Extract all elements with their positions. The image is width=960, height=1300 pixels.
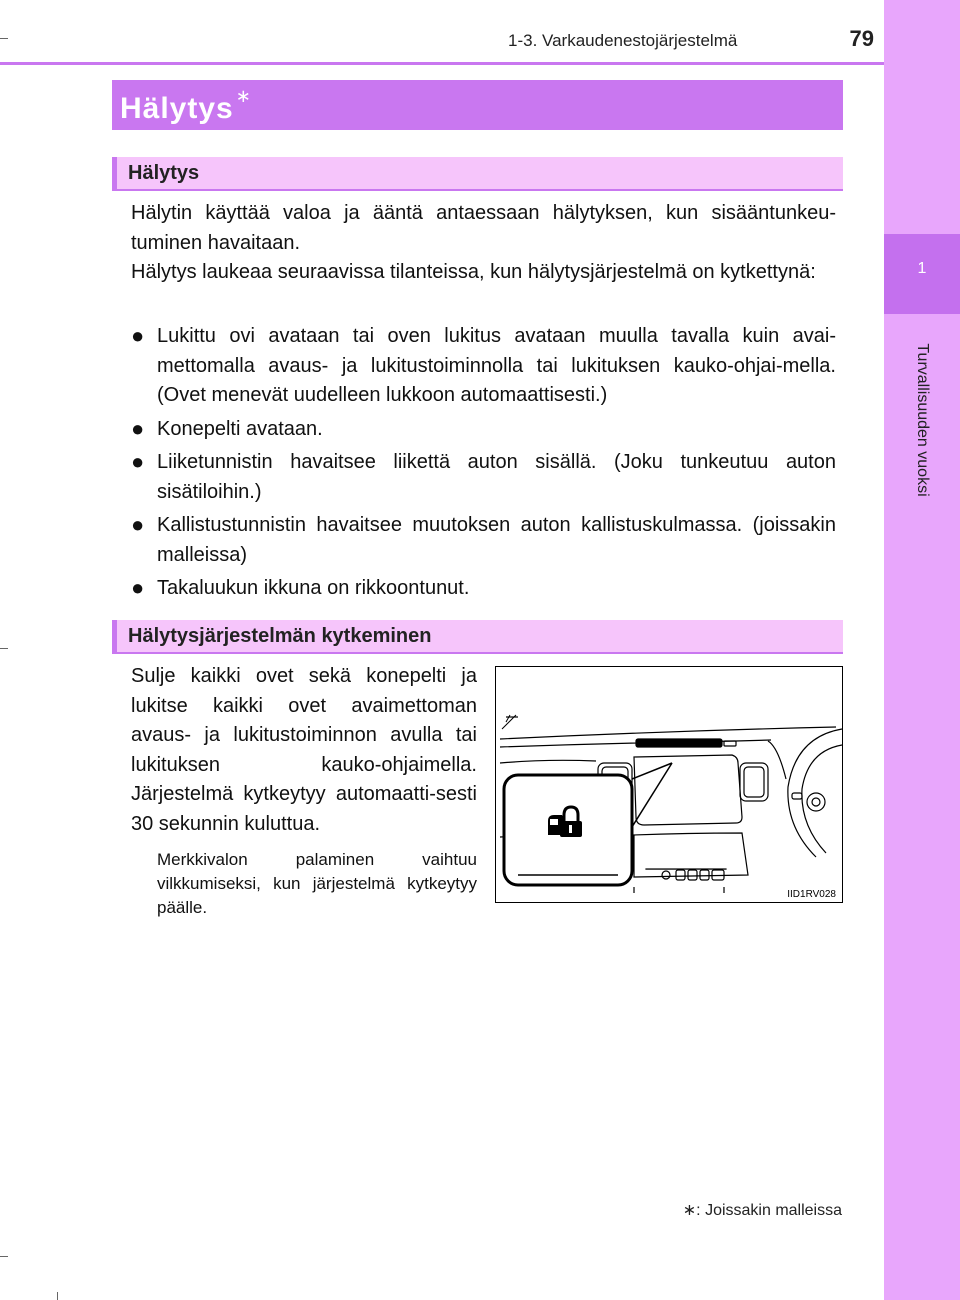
list-item-text: Konepelti avataan.: [157, 417, 323, 440]
page-title-text: Hälytys: [120, 92, 234, 125]
crop-mark: [57, 1292, 58, 1300]
section-title: 1-3. Varkaudenestojärjestelmä: [508, 31, 738, 50]
header-rule: [0, 62, 884, 65]
trigger-list: [131, 322, 836, 608]
crop-mark: [0, 38, 8, 39]
heading-accent: [112, 157, 117, 189]
page-number: 79: [849, 26, 874, 51]
crop-mark: [0, 648, 8, 649]
bullet-icon: ●: [131, 323, 145, 348]
section-heading-arming: [112, 620, 843, 654]
crop-mark: [0, 1256, 8, 1257]
section-heading-text: Hälytysjärjestelmän kytkeminen: [128, 625, 432, 647]
page-title: [120, 86, 252, 126]
list-item-text: Kallistustunnistin havaitsee muutoksen auton kallistuskulmassa. (joissakin malleissa): [157, 514, 836, 566]
page-title-bar: [112, 80, 843, 130]
bullet-icon: ●: [131, 512, 145, 537]
footnote-marker-icon: ∗: [682, 1202, 697, 1219]
side-tab: [884, 0, 960, 1300]
list-item: [131, 415, 836, 445]
figure-code: IID1RV028: [787, 889, 836, 900]
indicator-note: Merkkivalon palaminen vaihtuu vilkkumiseksi, kun järjestelmä kytkeytyy päälle.: [157, 850, 477, 917]
list-item-text: Lukittu ovi avataan tai oven lukitus avataan muulla tavalla kuin avai-mettomalla avaus- ja lukitustoiminnolla tai lukituksen kauko-ohjai-mella. (Ovet menevät uudelleen lukkoon automaattisesti.): [157, 325, 836, 406]
trigger-paragraph: Hälytys laukeaa seuraavissa tilanteissa, kun hälytysjärjestelmä on kytkettynä:: [131, 261, 816, 283]
chapter-number: 1: [917, 260, 927, 277]
heading-accent: [112, 620, 117, 652]
bullet-icon: ●: [131, 415, 145, 441]
footnote-text: : Joissakin malleissa: [696, 1202, 842, 1219]
list-item-text: Takaluukun ikkuna on rikkoontunut.: [157, 577, 470, 599]
chapter-tab: [884, 234, 960, 314]
chapter-label: Turvallisuuden vuoksi: [914, 343, 931, 497]
bullet-icon: ●: [131, 575, 145, 600]
list-item: [131, 322, 836, 411]
bullet-icon: ●: [131, 449, 145, 474]
dashboard-drawing: [496, 667, 842, 902]
arming-paragraph: Sulje kaikki ovet sekä konepelti ja lukitse kaikki ovet avaimettoman avaus- ja lukitustoiminnon avulla tai lukituksen kauko-ohjaimella. Järjestelmä kytkeytyy automaatti-sesti 30 sekunnin kuluttua.: [131, 665, 477, 835]
section-heading-alarm: [112, 157, 843, 191]
list-item: [131, 448, 836, 507]
footnote: [683, 1200, 842, 1220]
intro-paragraph: Hälytin käyttää valoa ja ääntä antaessaan hälytyksen, kun sisääntunkeu-tuminen havaitaan.: [131, 202, 836, 254]
section-heading-text: Hälytys: [128, 162, 200, 184]
list-item: [131, 511, 836, 570]
list-item-text: Liiketunnistin havaitsee liikettä auton sisällä. (Joku tunkeutuu auton sisätiloihin.): [157, 451, 836, 503]
optional-marker-icon: ∗: [235, 86, 252, 106]
dashboard-illustration: [495, 666, 843, 903]
list-item: [131, 574, 836, 604]
